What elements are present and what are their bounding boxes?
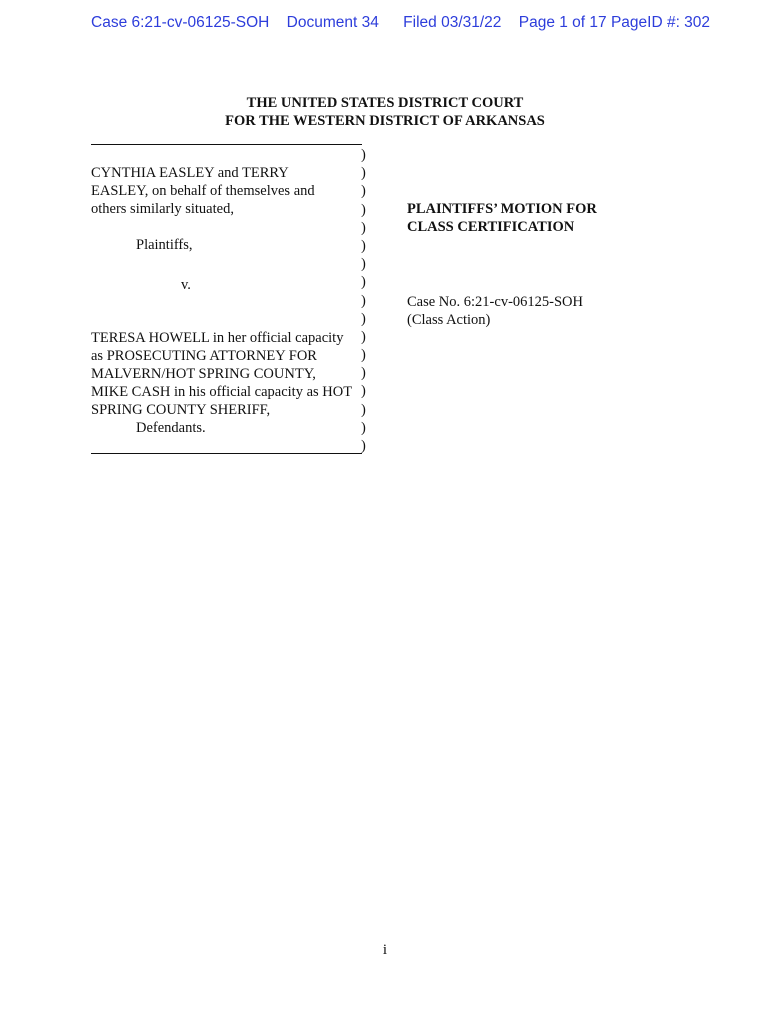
header-document-number: Document 34: [286, 14, 379, 31]
case-number: Case No. 6:21-cv-06125-SOH: [407, 294, 583, 310]
caption-paren: ): [361, 419, 366, 436]
header-filed-date: Filed 03/31/22: [403, 14, 502, 31]
versus-label: v.: [181, 277, 191, 293]
court-title: [0, 94, 770, 130]
plaintiffs-line: others similarly situated,: [91, 201, 234, 217]
court-title-line2: FOR THE WESTERN DISTRICT OF ARKANSAS: [225, 113, 545, 129]
caption-paren: ): [361, 165, 366, 182]
defendants-line: MIKE CASH in his official capacity as HOT: [91, 384, 353, 400]
caption-paren: ): [361, 256, 366, 273]
plaintiffs-label: Plaintiffs,: [136, 237, 193, 253]
caption-paren: ): [361, 328, 366, 345]
caption-paren: ): [361, 219, 366, 236]
motion-title: [407, 200, 597, 236]
caption-paren: ): [361, 365, 366, 382]
defendants-line: TERESA HOWELL in her official capacity: [91, 330, 344, 346]
case-info: [407, 293, 583, 329]
caption-paren: ): [361, 438, 366, 454]
header-page-info: Page 1 of 17 PageID #: 302: [518, 14, 711, 31]
defendants-line: SPRING COUNTY SHERIFF,: [91, 402, 271, 418]
caption-paren: ): [361, 237, 366, 254]
court-title-line1: THE UNITED STATES DISTRICT COURT: [246, 95, 524, 111]
defendants-label: Defendants.: [136, 420, 206, 436]
defendants-line: MALVERN/HOT SPRING COUNTY,: [91, 366, 316, 382]
motion-title-line2: CLASS CERTIFICATION: [407, 219, 575, 235]
header-case-number: Case 6:21-cv-06125-SOH: [91, 14, 270, 31]
caption-paren: ): [361, 147, 366, 163]
caption-paren: ): [361, 347, 366, 364]
plaintiffs-block: [91, 164, 315, 218]
plaintiffs-line: CYNTHIA EASLEY and TERRY: [91, 165, 289, 181]
defendants-line: as PROSECUTING ATTORNEY FOR: [91, 348, 317, 364]
caption-bottom-rule: [91, 453, 362, 454]
caption-paren-column: [361, 146, 366, 455]
ecf-header-stamp: [91, 14, 711, 32]
class-action-label: (Class Action): [407, 312, 491, 328]
caption-paren: ): [361, 201, 366, 218]
caption-top-rule: [91, 144, 362, 145]
caption-paren: ): [361, 401, 366, 418]
page-number: i: [382, 942, 388, 958]
caption-paren: ): [361, 183, 366, 200]
defendants-block: [91, 329, 352, 437]
motion-title-line1: PLAINTIFFS’ MOTION FOR: [407, 201, 597, 217]
caption-paren: ): [361, 292, 366, 309]
plaintiffs-line: EASLEY, on behalf of themselves and: [91, 183, 315, 199]
caption-paren: ): [361, 383, 366, 400]
caption-paren: ): [361, 274, 366, 291]
caption-paren: ): [361, 310, 366, 327]
